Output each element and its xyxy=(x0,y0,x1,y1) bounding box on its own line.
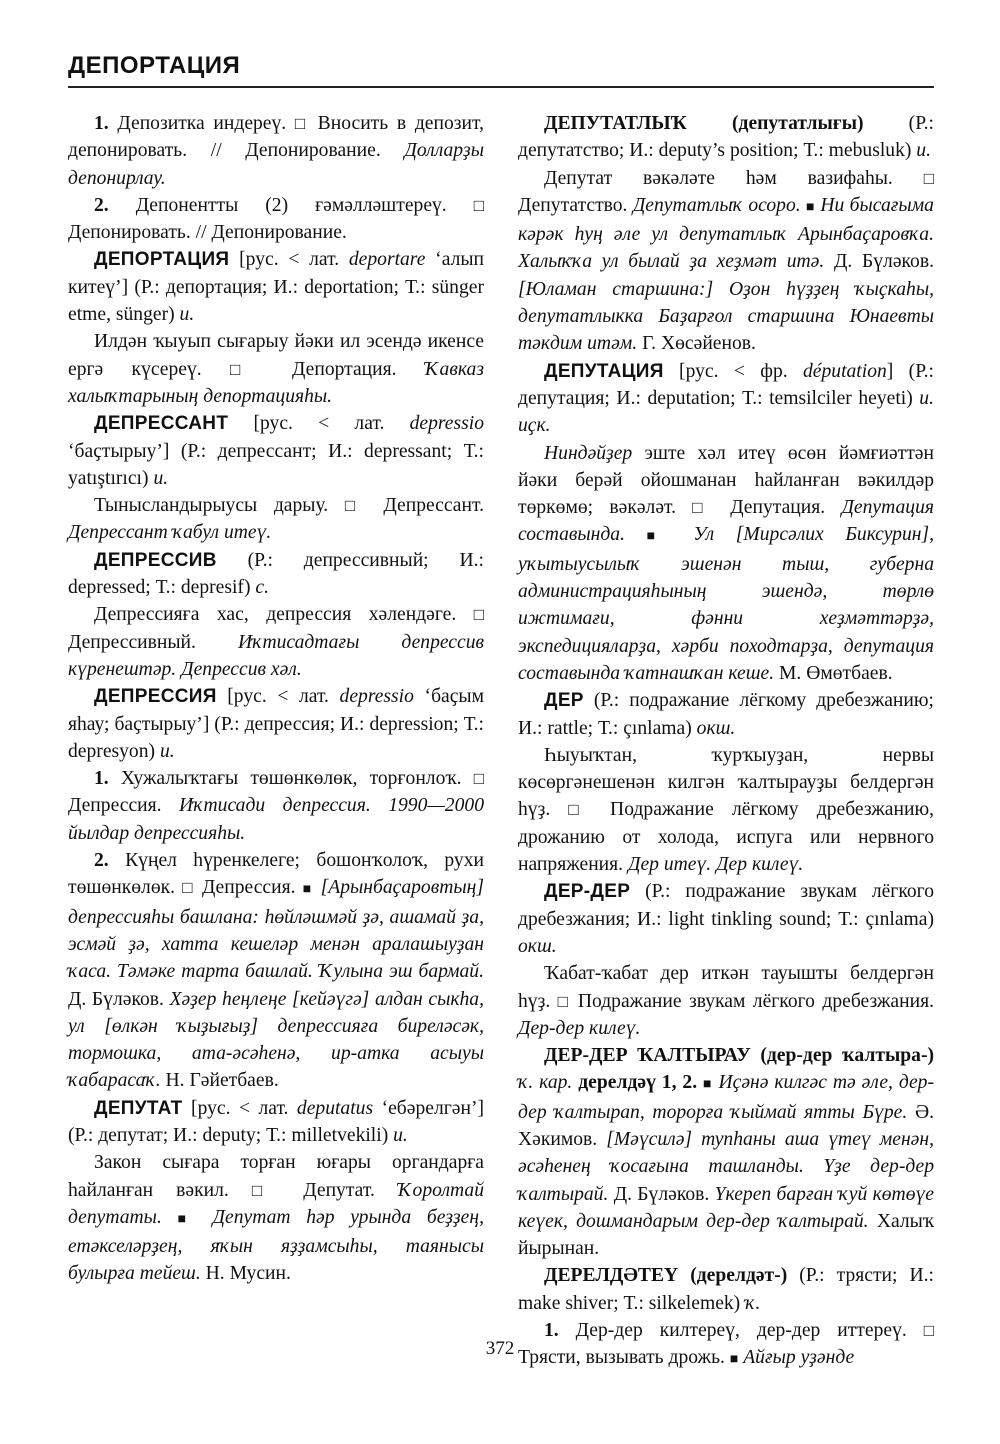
dictionary-paragraph: 2. Депонентты (2) ғәмәлләштереү. □ Депонировать. // Депонирование. xyxy=(68,194,484,244)
dictionary-paragraph: Һыуыҡтан, ҡурҡыуҙан, нервы көсөргәнешенән килгән ҡалтырауҙы белдергән һүҙ. □ Подражание лёгкому дребезжанию, дрожанию от холода, испуга или нервного напряжения. Дер итеү. Дер килеү. xyxy=(518,744,934,876)
dictionary-paragraph: ДЕПРЕССАНТ [рус. < лат. depressio ‘баҫтырыу’] (Р.: депрессант; И.: depressant; Т.: yatıştırıcı) и. xyxy=(68,413,484,489)
page-number: 372 xyxy=(485,1338,515,1359)
dictionary-paragraph: ДЕР-ДЕР (Р.: подражание звукам лёгкого дребезжания; И.: light tinkling sound; Т.: çınlama) окш. xyxy=(518,881,934,957)
dictionary-paragraph: ДЕПРЕССИВ (Р.: депрессивный; И.: depressed; Т.: depresif) с. xyxy=(68,549,484,599)
dictionary-paragraph: Закон сығара торған юғары органдарға һайланған вәкил. □ Депутат. Ҡоролтай депутаты. ■ Депутат һәр урында беҙҙең, етәкселәрҙең, яҡын яҙҙамсыһы, таянысы булырға тейеш. Н. Мусин. xyxy=(68,1152,484,1285)
dictionary-paragraph: Депрессияға хас, депрессия хәлендәге. □ Депрессивный. Иҡтисадтағы депрессив күренештәр. Депрессив хәл. xyxy=(68,604,484,680)
right-column xyxy=(518,110,934,1374)
left-column xyxy=(68,110,484,1288)
dictionary-paragraph: ДЕПУТАТ [рус. < лат. deputatus ‘ебәрелгән’] (Р.: депутат; И.: deputy; Т.: milletvekili) и. xyxy=(68,1097,485,1146)
dictionary-paragraph: ДЕПУТАЦИЯ [рус. < фр. députation] (Р.: депутация; И.: deputation; Т.: temsilciler heyeti) и. иҫк. xyxy=(518,360,934,437)
dictionary-paragraph: ДЕР (Р.: подражание лёгкому дребезжанию; И.: rattle; Т.: çınlama) окш. xyxy=(518,690,934,739)
dictionary-paragraph: Депутат вәкәләте һәм вазифаһы. □ Депутатство. Депутатлыҡ осоро. ■ Ни бысағыма кәрәк һуң әле ул депутатлыҡ Арынбаҫаровҡа. Халыҡҡа ул былай ҙа хеҙмәт итә. Д. Бүләков. [Юламан старшина:] Оҙон һүҙҙең ҡыҫкаһы, депутатлыкка Баҙарғол старшина Юнаевты тәкдим итәм. Г. Хөсәйенов. xyxy=(518,167,934,355)
dictionary-paragraph: 1. Хужалыҡтағы төшөнкөлөк, торғонлоҡ. □ Депрессия. Иҡтисади депрессия. 1990—2000 йылдар депрессияһы. xyxy=(68,768,484,844)
dictionary-paragraph: ДЕР-ДЕР ҠАЛТЫРАУ (дер-дер ҡалтыра-) ҡ. кар. дерелдәү 1, 2. ■ Иҫәнә килгәс тә әле, дер-дер ҡалтырап, торорға ҡыймай ятты Бүре. Ә. Хәкимов. [Мәүсилә] тупһаны аша үтеү менән, әсәһенең ҡосағына ташланды. Үҙе дер-дер ҡалтырай. Д. Бүләков. Үкереп барған ҡуй көтөүе кеүек, дошмандарым дер-дер ҡалтырай. Халыҡ йырынан. xyxy=(518,1045,935,1260)
dictionary-paragraph: ДЕПРЕССИЯ [рус. < лат. depressio ‘баҫым яһау; баҫтырыу’] (Р.: депрессия; И.: depression; Т.: depresyon) и. xyxy=(68,686,484,762)
dictionary-paragraph: 1. Дер-дер килтереү, дер-дер иттереү. □ Трясти, вызывать дрожь. ■ Айғыр уҙәнде xyxy=(518,1320,934,1369)
dictionary-paragraph: Илдән ҡыуып сығарыу йәки ил эсендә икенсе ергә күсереү. □ Депортация. Ҡавказ халыҡтарының депортацияһы. xyxy=(68,331,484,407)
dictionary-paragraph: ДЕРЕЛДӘТЕҮ (дерелдәт-) (Р.: трясти; И.: make shiver; Т.: silkelemek) ҡ. xyxy=(518,1265,934,1314)
header-rule xyxy=(68,86,934,88)
dictionary-paragraph: 2. Күңел һүренкелеге; бошонҡолоҡ, рухи төшөнкөлөк. □ Депрессия. ■ [Арынбаҫаровтың] депрессияһы башлана: һөйләшмәй ҙә, ашамай ҙа, эсмәй ҙә, хатта кешеләр менән аралашыуҙан ҡаса. Тәмәке тарта башлай. Ҡулына эш бармай. Д. Бүләков. Хәҙер һеңлеңе [кейәүгә] алдан сыкһа, ул [өлкән ҡыҙығыҙ] депрессияға биреләсәк, тормошка, ата-әсәһенә, ир-атка асыуы ҡабарасаҡ. Н. Гәйетбаев. xyxy=(68,850,485,1092)
dictionary-paragraph: Ҡабат-ҡабат дер иткән тауышты белдергән һүҙ. □ Подражание звукам лёгкого дребезжания. Дер-дер килеү. xyxy=(518,963,934,1039)
running-head: ДЕПОРТАЦИЯ xyxy=(68,52,241,79)
dictionary-paragraph: ДЕПОРТАЦИЯ [рус. < лат. deportare ‘алып китеү’] (Р.: депортация; И.: deportation; Т.: sünger etme, sünger) и. xyxy=(68,249,484,326)
dictionary-paragraph: Тынысландырыусы дарыу. □ Депрессант. Депрессант ҡабул итеү. xyxy=(68,495,484,544)
dictionary-paragraph: Ниндәйҙер эште хәл итеү өсөн йәмғиәттән йәки берәй ойошманан һайланған вәкилдәр төркөмө; вәкәләт. □ Депутация. Депутация составында. ■ Ул [Мирсәлих Биксурин], уҡытыусылыҡ эшенән тыш, губерна администрацияһының эшендә, төрлө ижтимағи, фәнни хеҙмәттәрҙә, экспедицияларҙа, хәрби походтарҙа, депутация составында ҡатнашҡан кеше. М. Өмөтбаев. xyxy=(518,442,934,684)
dictionary-paragraph: 1. Депозитка индереү. □ Вносить в депозит, депонировать. // Депонирование. Долларҙы депонирлау. xyxy=(68,113,484,189)
dictionary-paragraph: ДЕПУТАТЛЫҠ (депутатлығы) (Р.: депутатство; И.: deputy’s position; Т.: mebusluk) и. xyxy=(518,113,934,162)
